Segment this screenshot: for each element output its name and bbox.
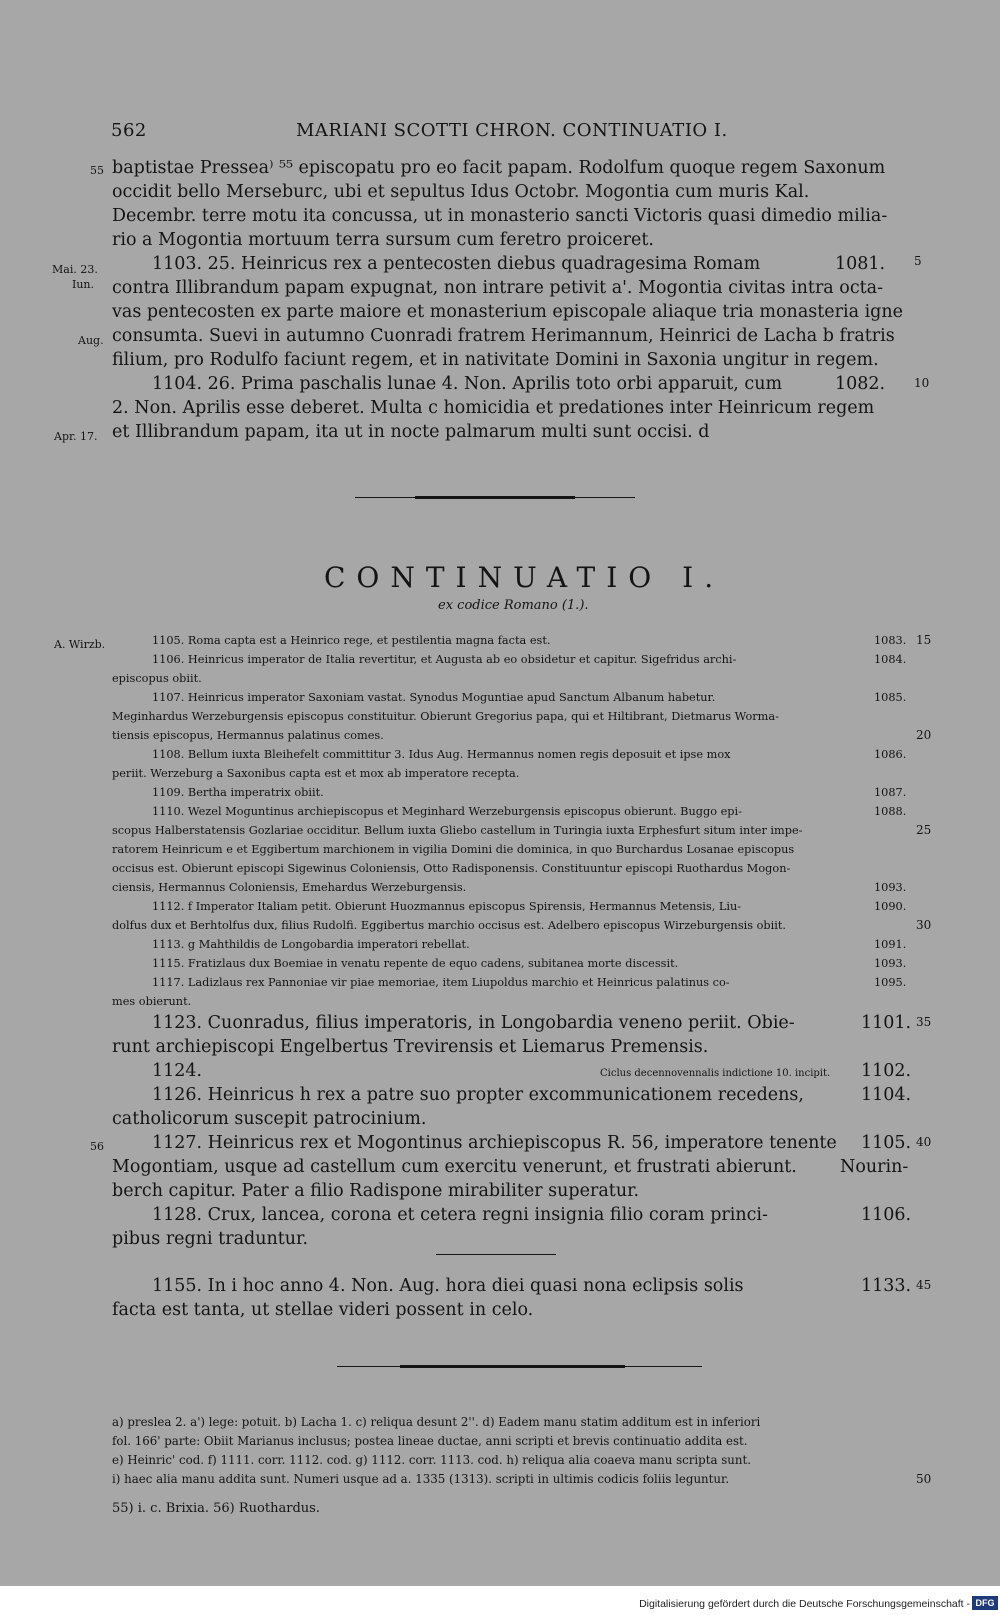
year-marker: 1101. [861,1013,912,1033]
small-text-line: mes obierunt. [112,995,192,1008]
text-line: rio a Mogontia mortuum terra sursum cum feretro proiceret. [112,230,654,250]
year-entry-line: 1127. Heinricus rex et Mogontinus archiepiscopus R. 56, imperatore tenente [152,1133,837,1153]
small-text-line: 1107. Heinricus imperator Saxoniam vastat. Synodus Moguntiae apud Sanctum Albanum habetur. [152,691,716,704]
ornamental-rule-center [415,496,575,499]
year-marker: 1086. [874,748,907,761]
year-marker: 1133. [861,1276,912,1296]
year-marker: 1105. [861,1133,912,1153]
year-marker: 1090. [874,900,907,913]
text-line: vas pentecosten ex parte maiore et monasterium episcopale aliaque tria monasteria igne [112,302,904,322]
editor-notes: 55) i. c. Brixia. 56) Ruothardus. [112,1501,320,1516]
text-line: berch capitur. Pater a filio Radispone mirabiliter superatur. [112,1181,640,1201]
year-entry-line: 1128. Crux, lancea, corona et cetera regni insignia filio coram princi- [152,1205,768,1225]
year-entry-line: 1103. 25. Heinricus rex a pentecosten diebus quadragesima Romam [152,254,761,274]
year-entry-line: 1104. 26. Prima paschalis lunae 4. Non. Aprilis toto orbi apparuit, cum [152,374,783,394]
year-marker: 1088. [874,805,907,818]
small-text-line: ciensis, Hermannus Coloniensis, Emehardus Werzeburgensis. [112,881,467,894]
margin-note: 55 [90,164,104,177]
year-marker: 1095. [874,976,907,989]
year-marker: 1087. [874,786,907,799]
small-text-line: 1115. Fratizlaus dux Boemiae in venatu repente de equo cadens, subitanea morte discessit. [152,957,679,970]
text-line: runt archiepiscopi Engelbertus Trevirensis et Liemarus Premensis. [112,1037,709,1057]
small-text-line: 1110. Wezel Moguntinus archiepiscopus et Meginhard Werzeburgensis episcopus obierunt. Buggo epi- [152,805,742,818]
cyclus-note: Ciclus decennovennalis indictione 10. incipit. [600,1068,831,1079]
margin-date: Aug. [78,334,104,347]
margin-date: Apr. 17. [54,430,98,443]
text-line: baptistae Pressea⁾ ⁵⁵ episcopatu pro eo facit papam. Rodolfum quoque regem Saxonum [112,158,886,178]
line-number: 10 [914,376,930,390]
year-marker: 1085. [874,691,907,704]
year-marker: 1093. [874,957,907,970]
text-line: et Illibrandum papam, ita ut in nocte palmarum multi sunt occisi. d [112,422,710,442]
line-number: 30 [916,918,932,932]
footnote-line: e) Heinric' cod. f) 1111. corr. 1112. cod. g) 1112. corr. 1113. cod. h) reliqua alia coaeva manu scripta sunt. [112,1453,751,1467]
margin-date: Iun. [72,278,95,291]
line-number: 15 [916,633,932,647]
footnote-line: a) preslea 2. a') lege: potuit. b) Lacha 1. c) reliqua desunt 2''. d) Eadem manu statim additum est in inferiori [112,1415,761,1429]
text-line: facta est tanta, ut stellae videri possent in celo. [112,1300,534,1320]
year-marker: 1104. [861,1085,912,1105]
text-line: filium, pro Rodulfo faciunt regem, et in nativitate Domini in Saxonia ungitur in regem. [112,350,879,370]
text-line: consumta. Suevi in autumno Cuonradi fratrem Herimannum, Heinrici de Lacha b fratris [112,326,895,346]
source-mark: A. Wirzb. [54,638,106,651]
section-title: CONTINUATIO I. [324,561,725,594]
line-number: 25 [916,823,932,837]
year-entry-line: 1123. Cuonradus, filius imperatoris, in Longobardia veneno periit. Obie- [152,1013,795,1033]
line-number: 5 [914,254,922,268]
dfg-logo: DFG [972,1596,998,1610]
small-text-line: Meginhardus Werzeburgensis episcopus constituitur. Obierunt Gregorius papa, qui et Hiltibrant, Dietmarus Worma- [112,710,779,723]
small-text-line: ratorem Heinricum e et Eggibertum marchionem in vigilia Domini die dominica, in quo Burchardus Losanae episcopus [112,843,795,856]
footnote-line: fol. 166' parte: Obiit Marianus inclusus; postea lineae ductae, anni scripti et brevis continuatio addita est. [112,1434,748,1448]
margin-note: 56 [90,1140,104,1153]
small-text-line: 1108. Bellum iuxta Bleihefelt committitur 3. Idus Aug. Hermannus nomen regis deposuit et ipse mox [152,748,731,761]
credit-bar [0,1586,1000,1615]
line-number: 40 [916,1135,932,1149]
small-text-line: periit. Werzeburg a Saxonibus capta est et mox ab imperatore recepta. [112,767,520,780]
year-entry-line: 1155. In i hoc anno 4. Non. Aug. hora diei quasi nona eclipsis solis [152,1276,744,1296]
text-line: contra Illibrandum papam expugnat, non intrare petivit a'. Mogontia civitas intra octa- [112,278,884,298]
small-text-line: 1112. f Imperator Italiam petit. Obierunt Huozmannus episcopus Spirensis, Hermannus Metensis, Liu- [152,900,742,913]
line-number: 50 [916,1472,932,1486]
year-marker: 1084. [874,653,907,666]
dfg-credit-text: Digitalisierung gefördert durch die Deutsche Forschungsgemeinschaft - [639,1598,970,1610]
year-marker: 1106. [861,1205,912,1225]
small-text-line: dolfus dux et Berhtolfus dux, filius Rudolfi. Eggibertus marchio occisus est. Adelbero episcopus Wirzeburgensis obiit. [112,919,787,932]
text-line: occidit bello Merseburc, ubi et sepultus Idus Octobr. Mogontia cum muris Kal. [112,182,810,202]
text-line: Mogontiam, usque ad castellum cum exercitu venerunt, et frustrati abierunt. [112,1157,797,1177]
line-number: 20 [916,728,932,742]
year-marker: 1091. [874,938,907,951]
separator-rule [436,1254,556,1255]
ornamental-rule-center [400,1365,625,1368]
year-marker: 1102. [861,1061,912,1081]
year-entry-line: 1124. [152,1061,203,1081]
running-title: MARIANI SCOTTI CHRON. CONTINUATIO I. [296,120,728,141]
small-text-line: 1113. g Mahthildis de Longobardia imperatori rebellat. [152,938,470,951]
year-entry-line: 1126. Heinricus h rex a patre suo propter excommunicationem recedens, [152,1085,804,1105]
line-number: 35 [916,1015,932,1029]
small-text-line: occisus est. Obierunt episcopi Sigewinus Coloniensis, Otto Radisponensis. Constituuntur episcopi Ruothardus Mogon- [112,862,791,875]
small-text-line: episcopus obiit. [112,672,202,685]
small-text-line: 1117. Ladizlaus rex Pannoniae vir piae memoriae, item Liupoldus marchio et Heinricus palatinus co- [152,976,730,989]
text-line: pibus regni traduntur. [112,1229,309,1249]
year-marker: 1082. [835,374,886,394]
section-subtitle: ex codice Romano (1.). [438,598,589,613]
small-text-line: 1105. Roma capta est a Heinrico rege, et pestilentia magna facta est. [152,634,551,647]
year-marker: 1093. [874,881,907,894]
year-marker: 1083. [874,634,907,647]
text-line: Decembr. terre motu ita concussa, ut in monasterio sancti Victoris quasi dimedio milia- [112,206,888,226]
page-number: 562 [111,120,147,141]
small-text-line: 1109. Bertha imperatrix obiit. [152,786,324,799]
text-line: catholicorum suscepit patrocinium. [112,1109,427,1129]
text-fragment: Nourin- [840,1157,909,1177]
margin-date: Mai. 23. [52,263,98,276]
small-text-line: 1106. Heinricus imperator de Italia revertitur, et Augusta ab eo obsidetur et capitur. Sigefridus archi- [152,653,737,666]
line-number: 45 [916,1278,932,1292]
year-marker: 1081. [835,254,886,274]
footnote-line: i) haec alia manu addita sunt. Numeri usque ad a. 1335 (1313). scripti in ultimis codicis foliis leguntur. [112,1472,730,1486]
small-text-line: scopus Halberstatensis Gozlariae occiditur. Bellum iuxta Gliebo castellum in Turingia iuxta Erphesfurt situm inter impe- [112,824,803,837]
small-text-line: tiensis episcopus, Hermannus palatinus comes. [112,729,384,742]
text-line: 2. Non. Aprilis esse deberet. Multa c homicidia et predationes inter Heinricum regem [112,398,875,418]
